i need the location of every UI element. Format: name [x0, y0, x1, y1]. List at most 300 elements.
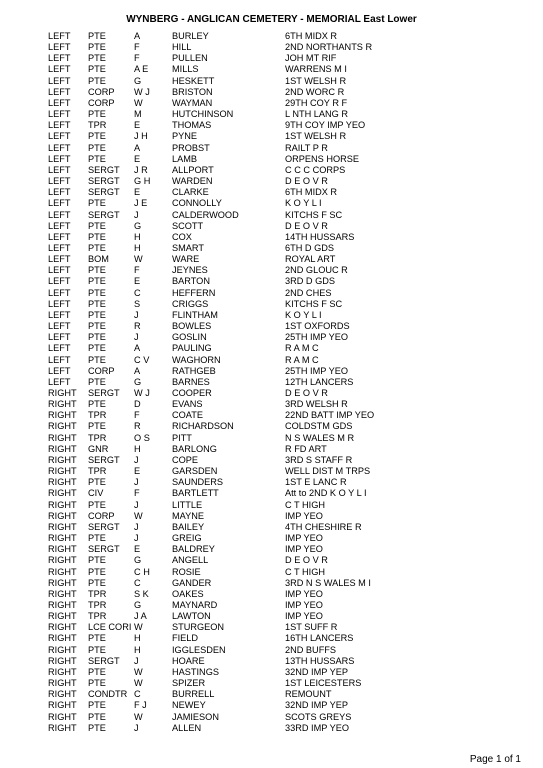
side-cell: LEFT: [48, 354, 71, 365]
surname-cell: IGGLESDEN: [172, 644, 226, 655]
table-row: [0, 689, 543, 700]
table-row: [0, 633, 543, 644]
unit-cell: K O Y L I: [285, 309, 322, 320]
unit-cell: WARRENS M I: [285, 64, 347, 75]
surname-cell: MAYNE: [172, 510, 204, 521]
rank-cell: SERGT: [88, 209, 120, 220]
rank-cell: SERGT: [88, 544, 120, 555]
rank-cell: TPR: [88, 120, 107, 131]
side-cell: LEFT: [48, 53, 71, 64]
rank-cell: GNR: [88, 443, 109, 454]
initials-cell: J: [134, 209, 139, 220]
unit-cell: 2ND GLOUC R: [285, 265, 348, 276]
unit-cell: KITCHS F SC: [285, 209, 343, 220]
side-cell: RIGHT: [48, 566, 77, 577]
rank-cell: TPR: [88, 410, 107, 421]
rank-cell: PTE: [88, 42, 106, 53]
initials-cell: A E: [134, 64, 149, 75]
table-row: [0, 165, 543, 176]
side-cell: RIGHT: [48, 611, 77, 622]
unit-cell: R FD ART: [285, 443, 327, 454]
surname-cell: GANDER: [172, 577, 212, 588]
table-row: [0, 355, 543, 366]
table-row: [0, 421, 543, 432]
initials-cell: E: [134, 544, 141, 555]
initials-cell: J R: [134, 164, 148, 175]
rank-cell: PTE: [88, 31, 106, 41]
unit-cell: KITCHS F SC: [285, 298, 343, 309]
rank-cell: PTE: [88, 722, 106, 733]
unit-cell: 13TH HUSSARS: [285, 655, 355, 666]
initials-cell: C H: [134, 566, 150, 577]
initials-cell: W J: [134, 388, 150, 398]
surname-cell: NEWEY: [172, 700, 206, 711]
initials-cell: S K: [134, 588, 149, 599]
surname-cell: PITT: [172, 432, 192, 443]
surname-cell: FIELD: [172, 633, 199, 644]
surname-cell: CLARKE: [172, 187, 209, 198]
side-cell: RIGHT: [48, 477, 77, 488]
rank-cell: TPR: [88, 611, 107, 622]
surname-cell: THOMAS: [172, 120, 212, 131]
unit-cell: N S WALES M R: [285, 432, 355, 443]
table-row: [0, 109, 543, 120]
initials-cell: G: [134, 376, 142, 387]
table-row: [0, 522, 543, 533]
table-row: [0, 399, 543, 410]
surname-cell: GARSDEN: [172, 466, 218, 477]
rank-cell: TPR: [88, 599, 107, 610]
rank-cell: PTE: [88, 142, 106, 153]
rank-cell: PTE: [88, 309, 106, 320]
table-row: [0, 276, 543, 287]
surname-cell: ANGELL: [172, 555, 209, 566]
rank-cell: PTE: [88, 376, 106, 387]
unit-cell: 2ND CHES: [285, 287, 332, 298]
initials-cell: J: [134, 521, 139, 532]
surname-cell: JEYNES: [172, 265, 208, 276]
side-cell: RIGHT: [48, 633, 77, 644]
side-cell: RIGHT: [48, 678, 77, 689]
unit-cell: 33RD IMP YEO: [285, 722, 349, 733]
surname-cell: PULLEN: [172, 53, 208, 64]
unit-cell: 3RD S STAFF R: [285, 454, 353, 465]
table-row: [0, 567, 543, 578]
surname-cell: FLINTHAM: [172, 309, 218, 320]
unit-cell: 6TH MIDX R: [285, 31, 338, 41]
side-cell: RIGHT: [48, 655, 77, 666]
table-row: [0, 589, 543, 600]
rank-cell: CORP: [88, 365, 115, 376]
initials-cell: G: [134, 555, 142, 566]
side-cell: LEFT: [48, 64, 71, 75]
rank-cell: SERGT: [88, 176, 120, 187]
side-cell: LEFT: [48, 298, 71, 309]
side-cell: RIGHT: [48, 711, 77, 722]
table-row: [0, 332, 543, 343]
table-row: [0, 310, 543, 321]
rank-cell: PTE: [88, 287, 106, 298]
rank-cell: SERGT: [88, 521, 120, 532]
rank-cell: PTE: [88, 265, 106, 276]
initials-cell: O S: [134, 432, 150, 443]
unit-cell: 6TH D GDS: [285, 242, 335, 253]
initials-cell: R: [134, 321, 141, 332]
initials-cell: E: [134, 466, 141, 477]
surname-cell: STURGEON: [172, 622, 225, 633]
initials-cell: R: [134, 421, 141, 432]
rank-cell: SERGT: [88, 655, 120, 666]
table-row: [0, 31, 543, 42]
initials-cell: F J: [134, 700, 147, 711]
side-cell: RIGHT: [48, 499, 77, 510]
table-row: [0, 120, 543, 131]
table-row: [0, 488, 543, 499]
initials-cell: E: [134, 120, 141, 131]
rank-cell: TPR: [88, 588, 107, 599]
unit-cell: 2ND NORTHANTS R: [285, 42, 373, 53]
initials-cell: J A: [134, 611, 147, 622]
surname-cell: WARDEN: [172, 176, 213, 187]
initials-cell: W: [134, 678, 143, 689]
initials-cell: J H: [134, 131, 148, 142]
side-cell: LEFT: [48, 365, 71, 376]
rank-cell: PTE: [88, 644, 106, 655]
side-cell: LEFT: [48, 209, 71, 220]
unit-cell: 25TH IMP YEO: [285, 365, 348, 376]
rank-cell: PTE: [88, 332, 106, 343]
side-cell: RIGHT: [48, 599, 77, 610]
surname-cell: BALDREY: [172, 544, 215, 555]
rank-cell: PTE: [88, 499, 106, 510]
surname-cell: LAMB: [172, 153, 198, 164]
surname-cell: CRIGGS: [172, 298, 209, 309]
unit-cell: C T HIGH: [285, 499, 325, 510]
table-row: [0, 64, 543, 75]
initials-cell: H: [134, 242, 141, 253]
initials-cell: C: [134, 577, 141, 588]
surname-cell: EVANS: [172, 399, 203, 410]
initials-cell: A: [134, 142, 141, 153]
surname-cell: BARTON: [172, 276, 210, 287]
initials-cell: J: [134, 499, 139, 510]
unit-cell: JOH MT RIF: [285, 53, 337, 64]
rank-cell: PTE: [88, 700, 106, 711]
rank-cell: PTE: [88, 577, 106, 588]
side-cell: LEFT: [48, 332, 71, 343]
unit-cell: IMP YEO: [285, 599, 323, 610]
rank-cell: TPR: [88, 466, 107, 477]
initials-cell: G H: [134, 176, 151, 187]
initials-cell: F: [134, 410, 140, 421]
table-row: [0, 466, 543, 477]
side-cell: RIGHT: [48, 700, 77, 711]
unit-cell: 3RD WELSH R: [285, 399, 348, 410]
unit-cell: IMP YEO: [285, 588, 323, 599]
surname-cell: SCOTT: [172, 220, 204, 231]
initials-cell: G: [134, 220, 142, 231]
initials-cell: E: [134, 187, 141, 198]
rank-cell: PTE: [88, 354, 106, 365]
initials-cell: J: [134, 477, 139, 488]
rank-cell: PTE: [88, 53, 106, 64]
surname-cell: BURLEY: [172, 31, 209, 41]
table-row: [0, 667, 543, 678]
initials-cell: E: [134, 153, 141, 164]
table-row: [0, 187, 543, 198]
table-row: [0, 444, 543, 455]
table-row: [0, 388, 543, 399]
side-cell: LEFT: [48, 142, 71, 153]
initials-cell: J: [134, 309, 139, 320]
rank-cell: PTE: [88, 231, 106, 242]
unit-cell: C C C CORPS: [285, 164, 346, 175]
table-row: [0, 210, 543, 221]
side-cell: LEFT: [48, 120, 71, 131]
table-row: [0, 343, 543, 354]
initials-cell: C V: [134, 354, 150, 365]
initials-cell: W: [134, 711, 143, 722]
surname-cell: ALLEN: [172, 722, 202, 733]
surname-cell: WARE: [172, 254, 200, 265]
unit-cell: 4TH CHESHIRE R: [285, 521, 362, 532]
surname-cell: HASTINGS: [172, 666, 219, 677]
table-row: [0, 243, 543, 254]
initials-cell: S: [134, 298, 141, 309]
rank-cell: PTE: [88, 633, 106, 644]
table-row: [0, 700, 543, 711]
unit-cell: K O Y L I: [285, 198, 322, 209]
surname-cell: ROSIE: [172, 566, 201, 577]
initials-cell: E: [134, 276, 141, 287]
side-cell: RIGHT: [48, 533, 77, 544]
side-cell: LEFT: [48, 343, 71, 354]
surname-cell: RATHGEB: [172, 365, 216, 376]
side-cell: RIGHT: [48, 588, 77, 599]
table-row: [0, 656, 543, 667]
surname-cell: BARLONG: [172, 443, 217, 454]
table-row: [0, 645, 543, 656]
initials-cell: A: [134, 365, 141, 376]
initials-cell: C: [134, 689, 141, 700]
table-row: [0, 533, 543, 544]
side-cell: LEFT: [48, 376, 71, 387]
table-row: [0, 321, 543, 332]
initials-cell: J: [134, 332, 139, 343]
surname-cell: BARNES: [172, 376, 210, 387]
surname-cell: COOPER: [172, 388, 212, 398]
initials-cell: C: [134, 287, 141, 298]
surname-cell: COX: [172, 231, 192, 242]
rank-cell: SERGT: [88, 164, 120, 175]
side-cell: LEFT: [48, 231, 71, 242]
table-row: [0, 712, 543, 723]
table-row: [0, 377, 543, 388]
side-cell: LEFT: [48, 187, 71, 198]
unit-cell: 29TH COY R F: [285, 97, 348, 108]
side-cell: LEFT: [48, 287, 71, 298]
unit-cell: IMP YEO: [285, 544, 323, 555]
side-cell: LEFT: [48, 309, 71, 320]
side-cell: RIGHT: [48, 689, 77, 700]
rank-cell: PTE: [88, 666, 106, 677]
side-cell: LEFT: [48, 42, 71, 53]
rank-cell: SERGT: [88, 388, 120, 398]
table-row: [0, 176, 543, 187]
surname-cell: COPE: [172, 454, 199, 465]
rank-cell: PTE: [88, 109, 106, 120]
unit-cell: IMP YEO: [285, 611, 323, 622]
side-cell: LEFT: [48, 86, 71, 97]
surname-cell: CONNOLLY: [172, 198, 222, 209]
side-cell: RIGHT: [48, 399, 77, 410]
table-row: [0, 500, 543, 511]
rank-cell: PTE: [88, 75, 106, 86]
surname-cell: BRISTON: [172, 86, 213, 97]
side-cell: RIGHT: [48, 555, 77, 566]
table-row: [0, 511, 543, 522]
rank-cell: PTE: [88, 566, 106, 577]
memorial-list: [0, 31, 543, 734]
surname-cell: PROBST: [172, 142, 210, 153]
surname-cell: GOSLIN: [172, 332, 207, 343]
side-cell: RIGHT: [48, 410, 77, 421]
surname-cell: WAGHORN: [172, 354, 221, 365]
initials-cell: F: [134, 42, 140, 53]
side-cell: RIGHT: [48, 388, 77, 398]
initials-cell: F: [134, 488, 140, 499]
side-cell: LEFT: [48, 97, 71, 108]
table-row: [0, 299, 543, 310]
unit-cell: 2ND BUFFS: [285, 644, 337, 655]
initials-cell: W: [134, 510, 143, 521]
table-row: [0, 143, 543, 154]
side-cell: LEFT: [48, 198, 71, 209]
surname-cell: SPIZER: [172, 678, 206, 689]
unit-cell: 3RD N S WALES M I: [285, 577, 371, 588]
unit-cell: IMP YEO: [285, 510, 323, 521]
surname-cell: RICHARDSON: [172, 421, 234, 432]
table-row: [0, 76, 543, 87]
side-cell: LEFT: [48, 31, 71, 41]
side-cell: RIGHT: [48, 622, 77, 633]
unit-cell: 1ST SUFF R: [285, 622, 338, 633]
page-footer: Page 1 of 1: [469, 754, 521, 765]
surname-cell: BAILEY: [172, 521, 205, 532]
initials-cell: W: [134, 97, 143, 108]
initials-cell: D: [134, 399, 141, 410]
rank-cell: SERGT: [88, 187, 120, 198]
surname-cell: COATE: [172, 410, 203, 421]
unit-cell: Att to 2ND K O Y L I: [285, 488, 367, 499]
unit-cell: 1ST WELSH R: [285, 131, 347, 142]
initials-cell: M: [134, 109, 142, 120]
table-row: [0, 578, 543, 589]
table-row: [0, 455, 543, 466]
unit-cell: 9TH COY IMP YEO: [285, 120, 366, 131]
initials-cell: J: [134, 722, 139, 733]
unit-cell: 16TH LANCERS: [285, 633, 354, 644]
initials-cell: H: [134, 231, 141, 242]
side-cell: RIGHT: [48, 577, 77, 588]
side-cell: LEFT: [48, 321, 71, 332]
unit-cell: R A M C: [285, 354, 319, 365]
initials-cell: H: [134, 443, 141, 454]
rank-cell: PTE: [88, 399, 106, 410]
rank-cell: CORP: [88, 510, 115, 521]
surname-cell: HILL: [172, 42, 192, 53]
surname-cell: SMART: [172, 242, 204, 253]
side-cell: RIGHT: [48, 722, 77, 733]
unit-cell: 32ND IMP YEP: [285, 700, 348, 711]
rank-cell: PTE: [88, 477, 106, 488]
surname-cell: ALLPORT: [172, 164, 214, 175]
unit-cell: RAILT P R: [285, 142, 328, 153]
table-row: [0, 544, 543, 555]
surname-cell: PYNE: [172, 131, 198, 142]
table-row: [0, 600, 543, 611]
surname-cell: HUTCHINSON: [172, 109, 234, 120]
initials-cell: G: [134, 599, 142, 610]
side-cell: LEFT: [48, 254, 71, 265]
surname-cell: MAYNARD: [172, 599, 218, 610]
unit-cell: SCOTS GREYS: [285, 711, 352, 722]
unit-cell: WELL DIST M TRPS: [285, 466, 371, 477]
table-row: [0, 410, 543, 421]
side-cell: LEFT: [48, 75, 71, 86]
rank-cell: PTE: [88, 220, 106, 231]
unit-cell: D E O V R: [285, 220, 328, 231]
table-row: [0, 131, 543, 142]
rank-cell: PTE: [88, 421, 106, 432]
side-cell: LEFT: [48, 153, 71, 164]
table-row: [0, 98, 543, 109]
unit-cell: REMOUNT: [285, 689, 332, 700]
surname-cell: LAWTON: [172, 611, 211, 622]
initials-cell: J: [134, 454, 139, 465]
rank-cell: PTE: [88, 298, 106, 309]
initials-cell: G: [134, 75, 142, 86]
side-cell: RIGHT: [48, 454, 77, 465]
rank-cell: LCE CORI: [88, 622, 132, 633]
initials-cell: H: [134, 633, 141, 644]
table-row: [0, 477, 543, 488]
rank-cell: PTE: [88, 321, 106, 332]
side-cell: LEFT: [48, 176, 71, 187]
table-row: [0, 288, 543, 299]
unit-cell: 32ND IMP YEP: [285, 666, 348, 677]
unit-cell: D E O V R: [285, 555, 328, 566]
unit-cell: 2ND WORC R: [285, 86, 345, 97]
surname-cell: JAMIESON: [172, 711, 219, 722]
rank-cell: CONDTR: [88, 689, 128, 700]
unit-cell: 25TH IMP YEO: [285, 332, 348, 343]
table-row: [0, 232, 543, 243]
rank-cell: BOM: [88, 254, 109, 265]
table-row: [0, 723, 543, 734]
surname-cell: HOARE: [172, 655, 205, 666]
initials-cell: F: [134, 265, 140, 276]
side-cell: LEFT: [48, 242, 71, 253]
initials-cell: J: [134, 533, 139, 544]
rank-cell: PTE: [88, 153, 106, 164]
table-row: [0, 254, 543, 265]
initials-cell: W: [134, 254, 143, 265]
initials-cell: W J: [134, 86, 150, 97]
rank-cell: CORP: [88, 86, 115, 97]
rank-cell: PTE: [88, 678, 106, 689]
unit-cell: D E O V R: [285, 388, 328, 398]
